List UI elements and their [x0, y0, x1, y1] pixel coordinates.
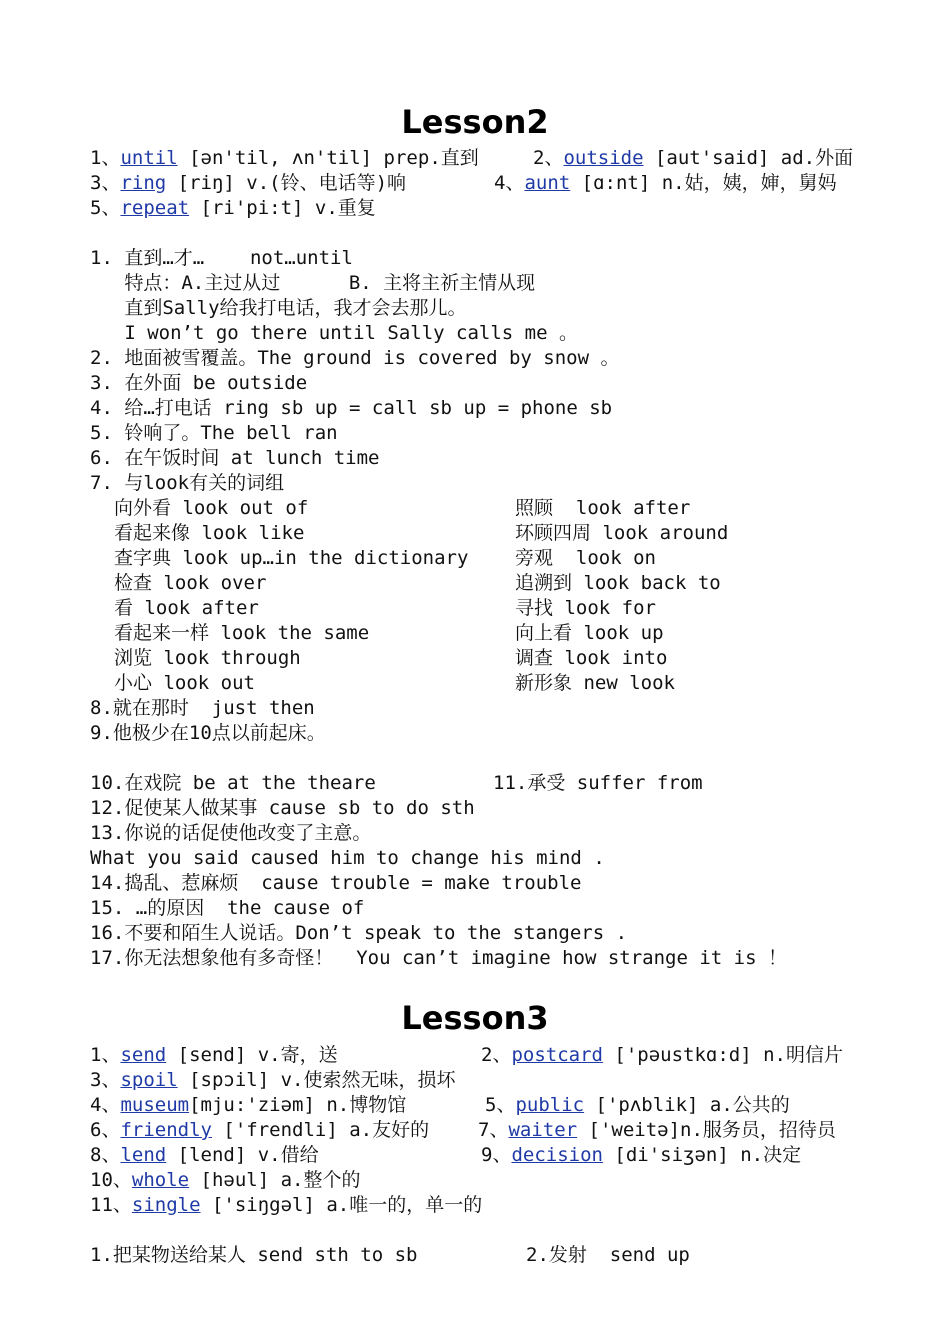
vocab-entry: 5、repeat [ri'pi:t] v.重复 — [90, 197, 376, 219]
vocab-word-link[interactable]: lend — [120, 1144, 167, 1166]
note-line: 10.在戏院 be at the theare — [90, 772, 376, 794]
phrase-left: 检查 look over — [114, 572, 267, 594]
phrase-left: 向外看 look out of — [114, 497, 309, 519]
phrase-left: 看起来一样 look the same — [114, 622, 370, 644]
phrase-left: 查字典 look up…in the dictionary — [114, 547, 469, 569]
vocab-entry: 2、outside [aut'said] ad.外面 — [533, 147, 854, 169]
note-line: 6. 在午饭时间 at lunch time — [90, 447, 380, 469]
vocab-entry: 1、until [ən'til, ʌn'til] prep.直到 — [90, 147, 479, 169]
note-line: What you said caused him to change his mind . — [90, 847, 605, 869]
vocab-word-link[interactable]: museum — [120, 1094, 190, 1116]
note-line: 12.促使某人做某事 cause sb to do sth — [90, 797, 475, 819]
vocab-entry: 10、whole [həul] a.整个的 — [90, 1169, 361, 1191]
vocab-entry: 7、waiter ['weitə]n.服务员，招待员 — [478, 1119, 836, 1141]
vocab-entry: 4、aunt [ɑ:nt] n.姑，姨，婶，舅妈 — [494, 172, 837, 194]
vocab-entry: 2、postcard ['pəustkɑ:d] n.明信片 — [481, 1044, 843, 1066]
vocab-entry: 9、decision [di'siʒən] n.决定 — [481, 1144, 802, 1166]
vocab-word-link[interactable]: until — [120, 147, 178, 169]
note-line: 2.发射 send up — [526, 1244, 690, 1266]
note-line: 1.把某物送给某人 send sth to sb — [90, 1244, 418, 1266]
vocab-word-link[interactable]: public — [515, 1094, 585, 1116]
phrase-right: 旁观 look on — [515, 547, 656, 569]
note-line: 5. 铃响了。The bell ran — [90, 422, 338, 444]
vocab-entry: 5、public ['pʌblik] a.公共的 — [485, 1094, 790, 1116]
vocab-entry: 11、single ['siŋgəl] a.唯一的，单一的 — [90, 1194, 483, 1216]
vocab-word-link[interactable]: decision — [511, 1144, 603, 1166]
note-line: 7. 与look有关的词组 — [90, 472, 285, 494]
note-line: 1. 直到…才… not…until — [90, 247, 353, 269]
phrase-right: 环顾四周 look around — [515, 522, 729, 544]
phrase-right: 向上看 look up — [515, 622, 664, 644]
vocab-word-link[interactable]: spoil — [120, 1069, 178, 1091]
vocab-entry: 1、send [send] v.寄，送 — [90, 1044, 338, 1066]
phrase-left: 小心 look out — [114, 672, 255, 694]
vocab-word-link[interactable]: ring — [120, 172, 167, 194]
phrase-right: 调查 look into — [515, 647, 668, 669]
vocab-word-link[interactable]: waiter — [508, 1119, 578, 1141]
vocab-word-link[interactable]: send — [120, 1044, 167, 1066]
vocab-word-link[interactable]: whole — [131, 1169, 190, 1191]
vocab-entry: 4、museum[mju:'ziəm] n.博物馆 — [90, 1094, 407, 1116]
lesson3-title: Lesson3 — [401, 999, 549, 1037]
note-line: 8.就在那时 just then — [90, 697, 315, 719]
note-line: 14.捣乱、惹麻烦 cause trouble = make trouble — [90, 872, 582, 894]
note-line: 15. …的原因 the cause of — [90, 897, 365, 919]
note-line: 特点：A.主过从过 B. 主将主祈主情从现 — [90, 272, 536, 294]
phrase-right: 追溯到 look back to — [515, 572, 721, 594]
note-line: 4. 给…打电话 ring sb up = call sb up = phone sb — [90, 397, 613, 419]
note-line: 2. 地面被雪覆盖。The ground is covered by snow 。 — [90, 347, 620, 369]
note-line: 9.他极少在10点以前起床。 — [90, 722, 326, 744]
vocab-word-link[interactable]: aunt — [524, 172, 571, 194]
note-line: 3. 在外面 be outside — [90, 372, 308, 394]
note-line: 16.不要和陌生人说话。Don’t speak to the stangers . — [90, 922, 628, 944]
phrase-right: 寻找 look for — [515, 597, 656, 619]
note-line: I won’t go there until Sally calls me 。 — [90, 322, 578, 344]
phrase-right: 新形象 new look — [515, 672, 675, 694]
vocab-word-link[interactable]: postcard — [511, 1044, 603, 1066]
vocab-word-link[interactable]: repeat — [120, 197, 190, 219]
vocab-entry: 6、friendly ['frendli] a.友好的 — [90, 1119, 430, 1141]
vocab-word-link[interactable]: friendly — [120, 1119, 212, 1141]
phrase-right: 照顾 look after — [515, 497, 691, 519]
note-line: 11.承受 suffer from — [493, 772, 703, 794]
phrase-left: 看起来像 look like — [114, 522, 305, 544]
vocab-word-link[interactable]: outside — [563, 147, 644, 169]
note-line: 13.你说的话促使他改变了主意。 — [90, 822, 372, 844]
phrase-left: 浏览 look through — [114, 647, 301, 669]
vocab-entry: 3、spoil [spɔil] v.使索然无味，损坏 — [90, 1069, 456, 1091]
vocab-word-link[interactable]: single — [131, 1194, 201, 1216]
phrase-left: 看 look after — [114, 597, 259, 619]
lesson2-title: Lesson2 — [401, 103, 549, 141]
note-line: 17.你无法想象他有多奇怪！ You can’t imagine how strange it is ！ — [90, 947, 787, 969]
note-line: 直到Sally给我打电话，我才会去那儿。 — [90, 297, 467, 319]
vocab-entry: 8、lend [lend] v.借给 — [90, 1144, 319, 1166]
vocab-entry: 3、ring [riŋ] v.(铃、电话等)响 — [90, 172, 407, 194]
